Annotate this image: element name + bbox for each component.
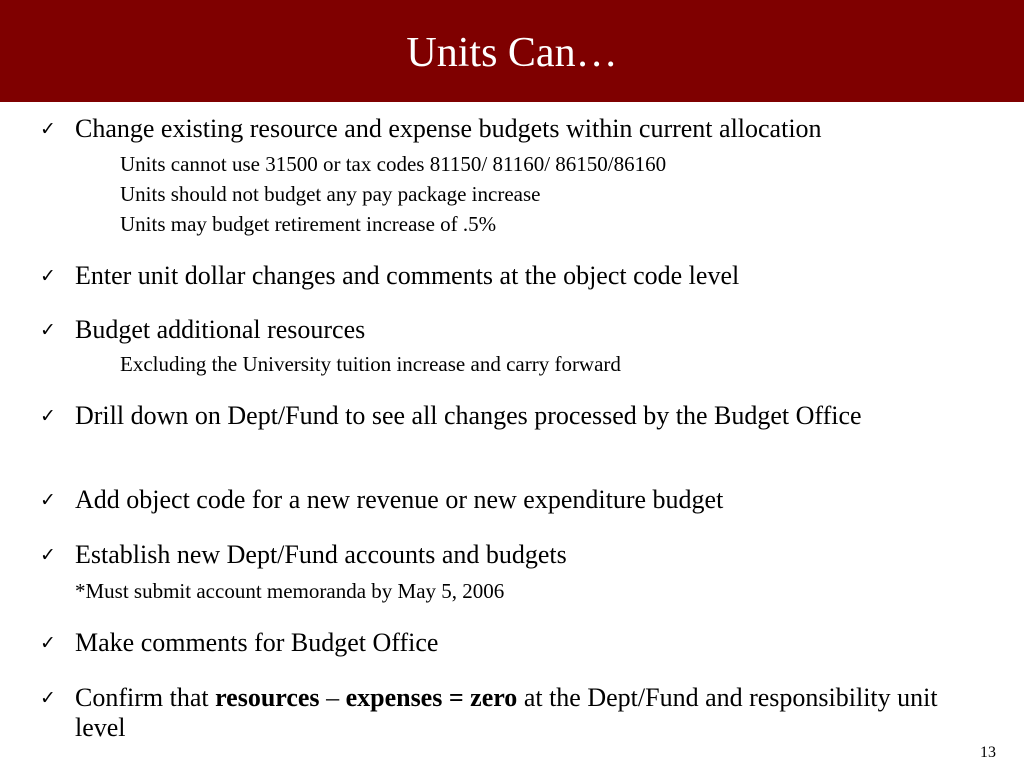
- bullet-text: [75, 683, 975, 743]
- bullet-text-part: at the Dept/Fund and responsibility unit level: [75, 683, 938, 742]
- note-text: *Must submit account memoranda by May 5, 2006: [75, 579, 505, 603]
- bullet-text: Establish new Dept/Fund accounts and budgets: [75, 540, 567, 569]
- checkmark-icon: ✓: [40, 405, 56, 427]
- sub-bullet-text: Units may budget retirement increase of .5%: [120, 212, 497, 236]
- checkmark-icon: ✓: [40, 489, 56, 511]
- bullet-text-part: –: [319, 683, 346, 712]
- sub-bullet-text: Excluding the University tuition increase and carry forward: [120, 352, 621, 376]
- emphasis-expenses-zero: expenses = zero: [345, 683, 518, 712]
- checkmark-icon: ✓: [40, 687, 56, 709]
- sub-bullet-text: Units cannot use 31500 or tax codes 81150/ 81160/ 86150/86160: [120, 152, 667, 176]
- bullet-text: Make comments for Budget Office: [75, 628, 439, 657]
- checkmark-icon: ✓: [40, 632, 56, 654]
- bullet-text: Add object code for a new revenue or new expenditure budget: [75, 485, 724, 514]
- emphasis-resources: resources: [215, 683, 320, 712]
- sub-bullet-text: Units should not budget any pay package increase: [120, 182, 541, 206]
- checkmark-icon: ✓: [40, 265, 56, 287]
- bullet-text: Change existing resource and expense budgets within current allocation: [75, 114, 822, 143]
- bullet-text: Enter unit dollar changes and comments at the object code level: [75, 261, 740, 290]
- checkmark-icon: ✓: [40, 118, 56, 140]
- bullet-text: Drill down on Dept/Fund to see all changes processed by the Budget Office: [75, 401, 862, 430]
- checkmark-icon: ✓: [40, 544, 56, 566]
- page-number: 13: [980, 744, 996, 761]
- bullet-text-part: Confirm that: [75, 683, 216, 712]
- slide-title: Units Can…: [406, 30, 618, 76]
- bullet-text: Budget additional resources: [75, 315, 366, 344]
- checkmark-icon: ✓: [40, 319, 56, 341]
